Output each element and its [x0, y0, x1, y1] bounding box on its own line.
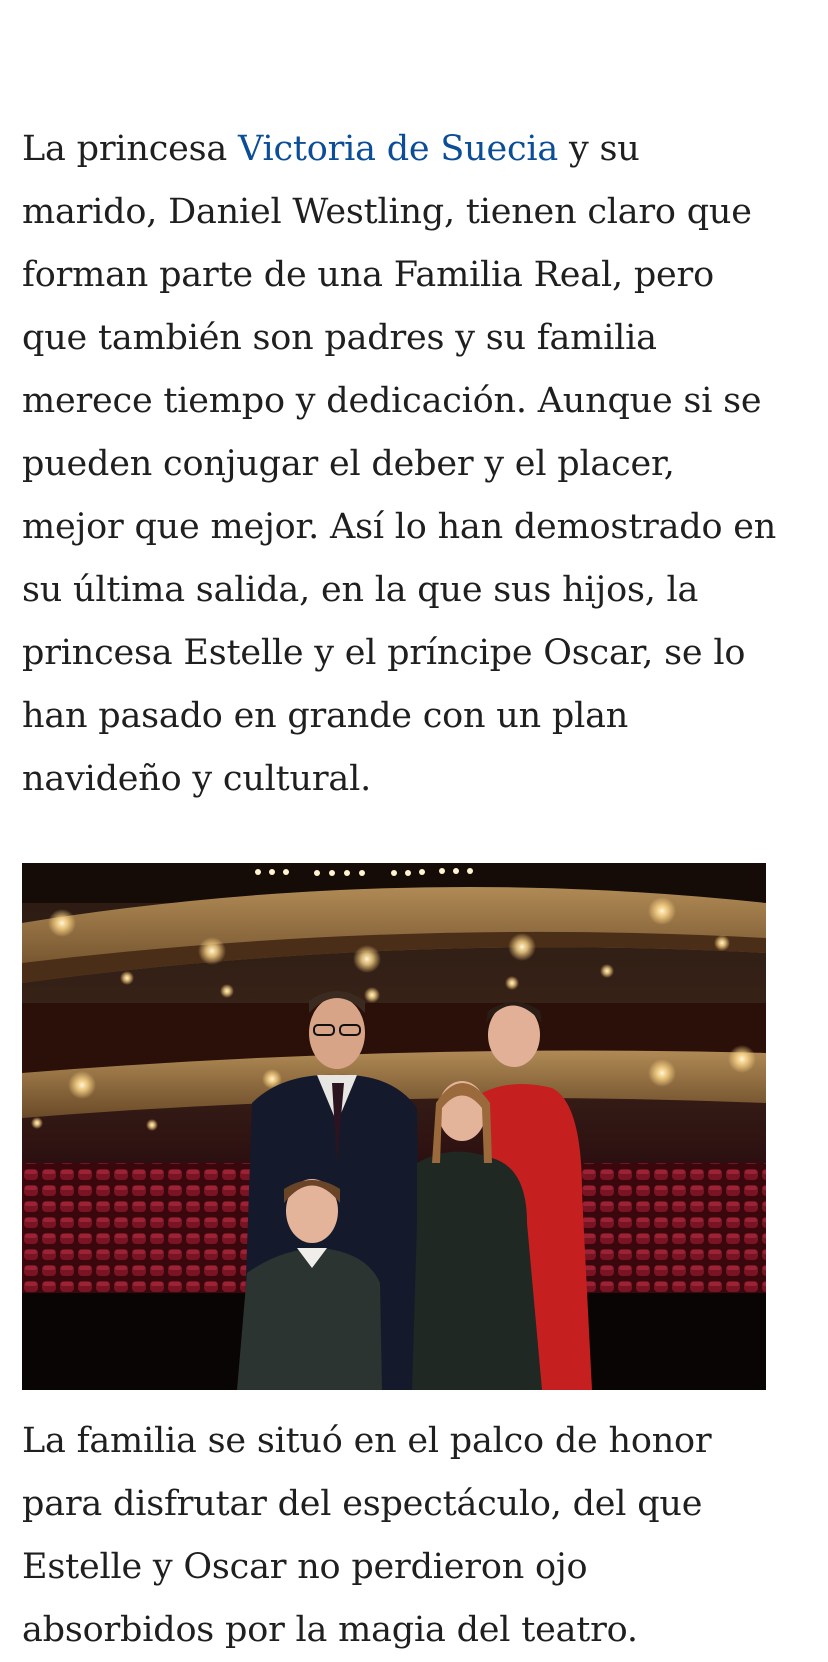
family-theater-photo [22, 863, 766, 1390]
paragraph-text-end: y su marido, Daniel Westling, tienen claro que forman parte de una Familia Real, pero que también son padres y su familia merece tiempo y dedicación. Aunque si se pueden conjugar el deber y el placer, mejor que mejor. Así lo han demostrado en su última salida, en la que sus hijos, la princesa Estelle y el príncipe Oscar, se lo han pasado en grande con un plan navideño y cultural. [22, 129, 777, 799]
article-paragraph-2: La familia se situó en el palco de honor para disfrutar del espectáculo, del que Estelle y Oscar no perdieron ojo absorbidos por la magia del teatro. [22, 1421, 712, 1650]
victoria-de-suecia-link[interactable]: Victoria de Suecia [237, 129, 559, 169]
paragraph-text-start: La princesa [22, 129, 238, 169]
article-paragraph [22, 118, 782, 811]
article-body [22, 118, 782, 1662]
